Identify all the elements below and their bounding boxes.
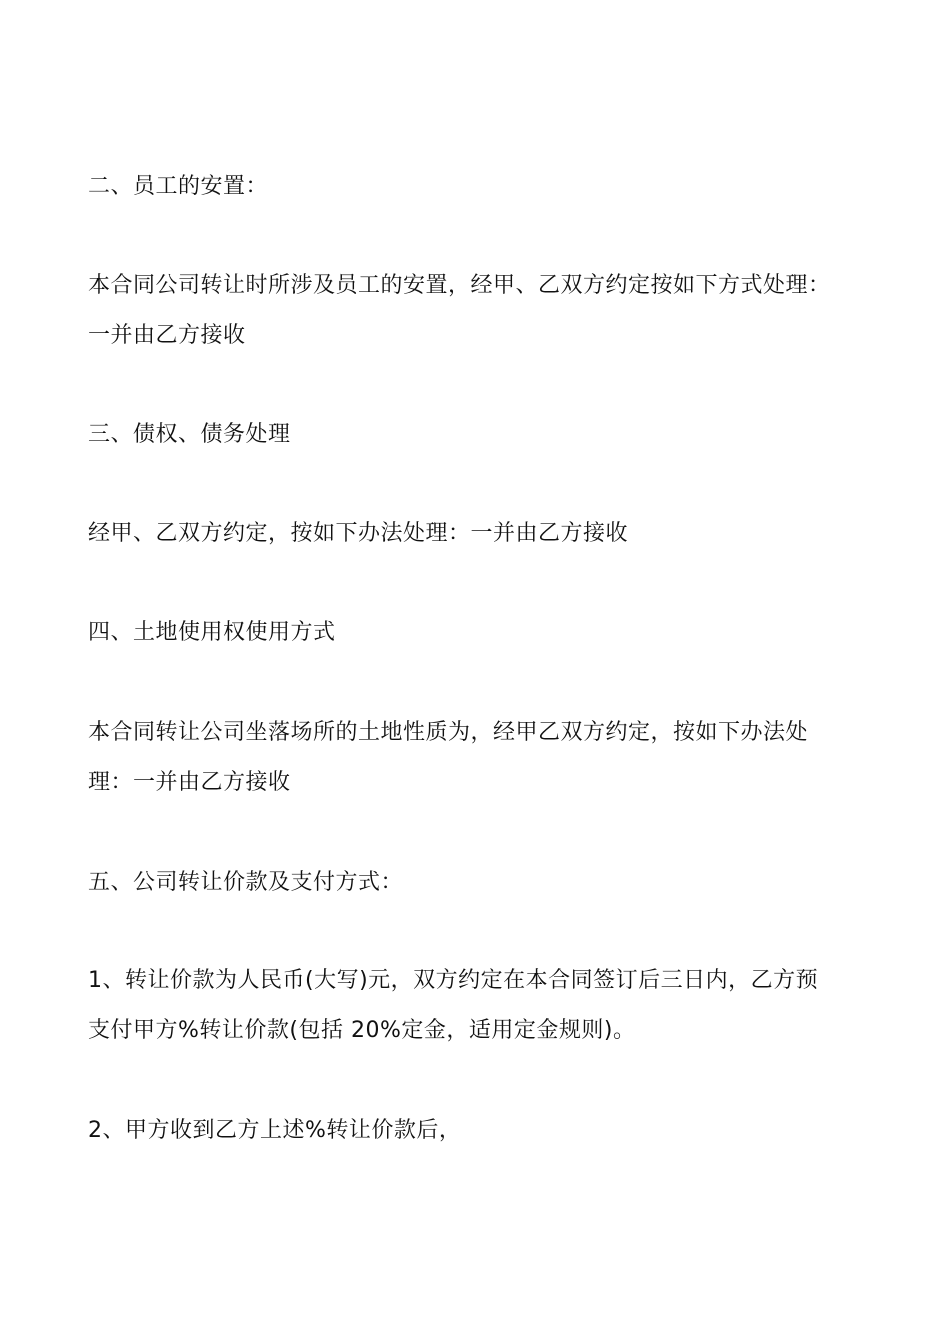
- text-line: 本合同公司转让时所涉及员工的安置，经甲、乙双方约定按如下方式处理：: [88, 273, 831, 298]
- text-line: 1、转让价款为人民币(大写)元，双方约定在本合同签订后三日内，乙方预: [88, 968, 819, 993]
- text-line: 本合同转让公司坐落场所的土地性质为，经甲乙双方约定，按如下办法处: [88, 720, 809, 745]
- section-heading-price-payment: [88, 858, 878, 908]
- paragraph-price-clause-2: [88, 1106, 878, 1156]
- text-line: 2、甲方收到乙方上述%转让价款后，: [88, 1118, 462, 1143]
- paragraph-employee-placement: [88, 261, 878, 361]
- text-line: 经甲、乙双方约定，按如下办法处理：一并由乙方接收: [88, 521, 629, 546]
- section-heading-land-use: [88, 608, 878, 658]
- text-line: 四、土地使用权使用方式: [88, 620, 336, 645]
- text-line: 支付甲方%转让价款(包括 20%定金，适用定金规则)。: [88, 1018, 636, 1043]
- paragraph-price-clause-1: [88, 956, 878, 1056]
- text-line: 一并由乙方接收: [88, 323, 246, 348]
- section-heading-employee-placement: [88, 162, 878, 212]
- paragraph-debts: [88, 509, 878, 559]
- paragraph-land-use: [88, 708, 878, 808]
- section-heading-debts: [88, 410, 878, 460]
- text-line: 理：一并由乙方接收: [88, 770, 291, 795]
- text-line: 五、公司转让价款及支付方式：: [88, 870, 404, 895]
- text-line: 二、员工的安置：: [88, 174, 269, 199]
- text-line: 三、债权、债务处理: [88, 422, 291, 447]
